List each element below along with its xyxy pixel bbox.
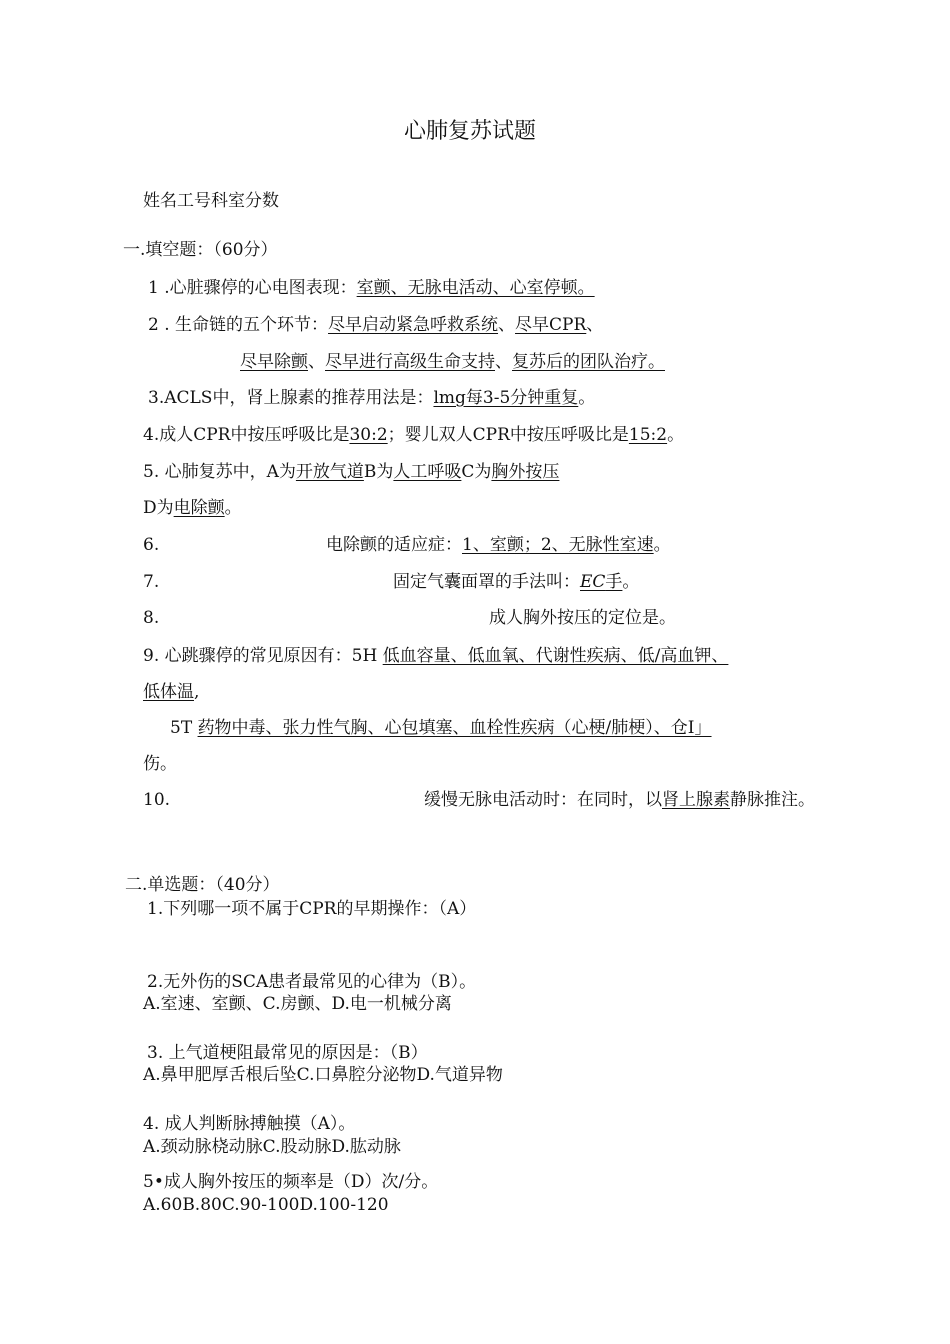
choice-q2-options: A.室速、室颤、C.房颤、D.电一机械分离 <box>143 994 452 1014</box>
q2-prefix: 2 . 生命链的五个环节： <box>148 315 329 335</box>
q2-a4: 尽早进行高级生命支持 <box>325 352 495 372</box>
q10-suffix: 静脉推注。 <box>730 790 815 810</box>
q9-t-line: 药物中毒、张力性气胸、心包填塞、血栓性疾病（心梗/肺梗）、仓I」 <box>197 718 712 738</box>
q4-a1: 30:2 <box>349 425 388 445</box>
q9-line2-suffix: , <box>194 682 200 702</box>
fill-q10-num: 10. <box>143 790 171 810</box>
q2-sep4: 、 <box>495 352 512 372</box>
choice-q2: 2.无外伤的SCA患者最常见的心律为（B）。 <box>147 972 477 992</box>
q3-suffix: 。 <box>578 388 596 408</box>
q9-t-prefix: 5T <box>170 718 198 738</box>
fill-q6-num: 6. <box>143 535 160 555</box>
q2-sep2: 、 <box>586 315 604 335</box>
fill-q9-line4: 伤。 <box>143 754 177 774</box>
q2-a5: 复苏后的团队治疗。 <box>512 352 665 372</box>
choice-q1: 1.下列哪一项不属于CPR的早期操作：（A） <box>147 899 477 919</box>
q3-prefix: 3.ACLS中，肾上腺素的推荐用法是： <box>148 388 434 408</box>
fill-q8: 成人胸外按压的定位是。 <box>489 608 676 628</box>
fill-q9-line2 <box>143 681 199 703</box>
fill-q2-line1 <box>148 314 603 336</box>
q4-suffix: 。 <box>667 425 685 445</box>
fill-q7 <box>393 571 639 593</box>
q1-prefix: 1 .心脏骤停的心电图表现： <box>148 278 357 298</box>
q10-prefix: 缓慢无脉电活动时：在同时，以 <box>424 790 662 810</box>
fill-q8-num: 8. <box>143 608 160 628</box>
q5-b: 人工呼吸 <box>393 462 462 482</box>
fill-q10 <box>424 789 815 811</box>
fill-q6 <box>326 534 671 556</box>
q5-a: 开放气道 <box>295 462 364 482</box>
q7-answer: 手 <box>605 572 623 592</box>
fill-q2-line2 <box>240 351 665 373</box>
fill-q9-line1 <box>143 645 728 667</box>
section2-heading: 二.单选题：（40分） <box>125 875 280 895</box>
q4-mid: ；婴儿双人CPR中按压呼吸比是 <box>387 425 629 445</box>
header-fields: 姓名工号科室分数 <box>143 191 279 211</box>
fill-q4 <box>143 424 684 446</box>
section1-heading: 一.填空题：（60分） <box>123 240 278 260</box>
q9-prefix: 9. 心跳骤停的常见原因有：5H <box>143 646 383 666</box>
q6-prefix: 电除颤的适应症： <box>326 535 462 555</box>
q5-b-label: B为 <box>363 462 394 482</box>
q5-c-label: C为 <box>461 462 492 482</box>
choice-q3-options: A.鼻甲肥厚舌根后坠C.口鼻腔分泌物D.气道异物 <box>143 1065 503 1085</box>
q2-a2: 尽早CPR <box>515 315 587 335</box>
choice-q5: 5•成人胸外按压的频率是（D）次/分。 <box>143 1172 439 1192</box>
choice-q4: 4. 成人判断脉搏触摸（A）。 <box>143 1114 356 1134</box>
q2-a1: 尽早启动紧急呼救系统 <box>328 315 499 335</box>
q4-a2: 15:2 <box>628 425 668 445</box>
q6-suffix: 。 <box>653 535 671 555</box>
q9-line1: 低血容量、低血氧、代谢性疾病、低/高血钾、 <box>382 646 729 666</box>
q10-answer: 肾上腺素 <box>662 790 730 810</box>
q7-prefix: 固定气囊面罩的手法叫： <box>393 572 580 592</box>
q6-answer: 1、室颤；2、无脉性室速 <box>462 535 654 555</box>
q2-sep1: 、 <box>498 315 516 335</box>
fill-q1 <box>148 277 595 299</box>
choice-q3: 3. 上气道梗阻最常见的原因是：（B） <box>147 1043 428 1063</box>
choice-q4-options: A.颈动脉桡动脉C.股动脉D.肱动脉 <box>143 1137 401 1157</box>
fill-q7-num: 7. <box>143 572 160 592</box>
fill-q5-line2 <box>143 497 242 519</box>
page-title: 心肺复苏试题 <box>404 119 537 144</box>
q2-a3: 尽早除颤 <box>240 352 308 372</box>
q5-suffix: 。 <box>224 498 242 518</box>
q3-answer: lmg每3-5分钟重复 <box>433 388 579 408</box>
choice-q5-options: A.60B.80C.90-100D.100-120 <box>143 1195 389 1215</box>
q5-c: 胸外按压 <box>491 462 560 482</box>
q5-d: 电除颤 <box>173 498 225 518</box>
q7-answer-it: EC <box>580 572 606 592</box>
fill-q9-line3 <box>170 717 712 739</box>
q5-d-label: D为 <box>143 498 174 518</box>
q1-answer: 室颤、无脉电活动、心室停顿。 <box>356 278 595 298</box>
q7-suffix: 。 <box>622 572 640 592</box>
fill-q3 <box>148 387 595 409</box>
fill-q5-line1 <box>143 461 559 483</box>
q4-prefix: 4.成人CPR中按压呼吸比是 <box>143 425 350 445</box>
q9-line2: 低体温 <box>143 682 194 702</box>
q5-prefix: 5. 心肺复苏中，A为 <box>143 462 296 482</box>
q2-sep3: 、 <box>308 352 325 372</box>
